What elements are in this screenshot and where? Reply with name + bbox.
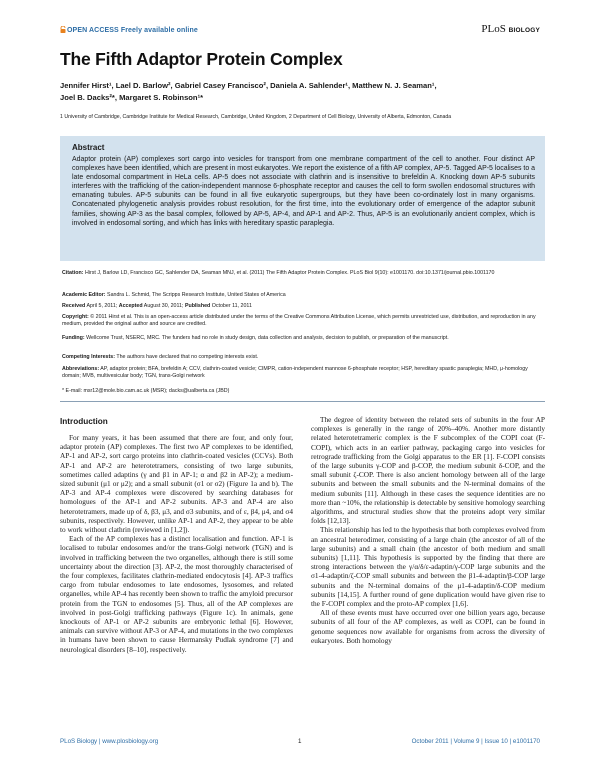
funding — [62, 335, 542, 342]
introduction-heading: Introduction — [60, 417, 108, 426]
accepted-label: Accepted — [118, 303, 143, 309]
published-date: October 11, 2011 — [211, 303, 252, 309]
open-access-lock-icon — [60, 26, 66, 33]
intro-paragraph-4: This relationship has led to the hypothesis that both complexes evolved from an ancestral heterodimer, consisting of a large chain (the ancestor of all of the large subunits) and a small chain (the ancestor of both medium and small subunits) [1,11]. This hypothesis is supported by the finding that there are strong interactions between the γ/α/δ/ε-adaptin/γ-COP large subunits and the σ1-4-adaptin/ζ-COP small subunits and between the β1-4-adaptin/β-COP large subunits and the N-terminal domains of the μ1-4-adaptin/δ-COP medium subunits [14,15]. A further round of gene duplication would have given rise to the F-COPI complex and the proto-AP complex [1,6]. — [311, 525, 545, 609]
copyright-text: © 2011 Hirst et al. This is an open-access article distributed under the terms of the Creative Commons Attribution License, which permits unrestricted use, distribution, and reproduction in any medium, provided the original author and source are credited. — [62, 314, 536, 328]
competing-interests — [62, 354, 542, 361]
competing-text: The authors have declared that no competing interests exist. — [116, 354, 259, 360]
citation — [62, 270, 542, 277]
abbreviations — [62, 366, 542, 380]
intro-paragraph-3: The degree of identity between the related sets of subunits in the four AP complexes is generally in the range of 20%–40%. Another more distantly related heterotetrameric complex is the F subcomplex of the COPI coat (F-COPI), which acts in an earlier pathway, packaging cargo into vesicles for retrograde trafficking from the Golgi apparatus to the ER [1]. F-COPI consists of the large subunits γ-COP and β-COP, the medium subunit δ-COP, and the small subunit ζ-COP. There is also ancient homology between all of the large subunits and between the small subunits and the N-terminal domains of the medium subunits [11]. Although in these cases the sequence identities are no more than ~10%, the relationship is detectable by sensitive homology searching algorithms, and structural studies show that the proteins adopt very similar folds [12,13]. — [311, 415, 545, 526]
abbrev-text: AP, adaptor protein; BFA, brefeldin A; CCV, clathrin-coated vesicle; CIMPR, cation-independent mannose 6-phosphate receptor; HSP, hereditary spastic paraplegia; MHD, μ-homology domain; MVB, multivesicular body; TGN, trans-Golgi network — [62, 366, 528, 380]
funding-text: Wellcome Trust, NSERC, MRC. The funders had no role in study design, data collection and analysis, decision to publish, or preparation of the manuscript. — [86, 335, 449, 341]
open-access-text: OPEN ACCESS Freely available online — [67, 27, 198, 34]
citation-label: Citation: — [62, 270, 84, 276]
dates — [62, 303, 542, 310]
editor-label: Academic Editor: — [62, 292, 106, 298]
affiliations: 1 University of Cambridge, Cambridge Institute for Medical Research, Cambridge, United Kingdom, 2 Department of Cell Biology, University of Alberta, Edmonton, Canada — [60, 114, 452, 120]
published-label: Published — [184, 303, 211, 309]
competing-label: Competing Interests: — [62, 354, 115, 360]
authors-line-1: Jennifer Hirst¹, Lael D. Barlow², Gabriel Casey Francisco², Daniela A. Sahlender¹, Matthew N. J. Seaman¹, — [60, 81, 437, 90]
received-date: April 5, 2011; — [86, 303, 118, 309]
editor-text: Sandra L. Schmid, The Scripps Research Institute, United States of America — [107, 292, 286, 298]
journal-header — [60, 23, 540, 40]
author-list — [60, 80, 545, 103]
footer-page-number: 1 — [298, 738, 302, 745]
accepted-date: August 30, 2011; — [143, 303, 184, 309]
academic-editor — [62, 292, 542, 299]
page-footer — [60, 738, 540, 748]
left-column — [60, 433, 293, 654]
right-column — [311, 415, 545, 645]
intro-paragraph-2: Each of the AP complexes has a distinct localisation and function. AP-1 is localised to tubular endosomes and/or the trans-Golgi network (TGN) and is involved in trafficking between the two organelles, although there is still some uncertainty about the direction [3]. AP-2, the most thoroughly characterised of the four complexes, facilitates clathrin-mediated endocytosis [4]. AP-3 traffics cargo from tubular endosomes to late endosomes, lysosomes, and related organelles, while AP-4 has recently been shown to traffic the amyloid precursor protein from the TGN to endosomes [5]. Thus, all of the AP complexes are involved in post-Golgi trafficking pathways (Figure 1c). In animals, gene knockouts of AP-1 or AP-2 subunits are embryonic lethal [6]. However, animals can survive without AP-3 or AP-4, and mutations in the two complexes in humans have been shown to cause Hermansky Pudlak syndrome [7] and neurological disorders [8–10], respectively. — [60, 534, 293, 654]
email[interactable]: * E-mail: msr12@mole.bio.cam.ac.uk (MSR); dacks@ualberta.ca (JBD) — [62, 388, 230, 394]
footer-journal[interactable]: PLoS Biology | www.plosbiology.org — [60, 738, 159, 745]
abstract-heading: Abstract — [72, 143, 105, 152]
abstract-text: Adaptor protein (AP) complexes sort cargo into vesicles for transport from one membrane compartment of the cell to another. Four distinct AP complexes have been identified, which are present in most eukaryotes. We report the existence of a fifth AP complex, AP-5. Tagged AP-5 localises to a late endosomal compartment in HeLa cells. AP-5 does not associate with clathrin and is insensitive to brefeldin A. Knocking down AP-5 subunits interferes with the trafficking of the cation-independent mannose 6-phosphate receptor and causes the cell to form swollen endosomal structures with emanating tubules. AP-5 subunits can be found in all five eukaryotic supergroups, but they have been co-ordinately lost in many organisms. Concatenated phylogenetic analysis provides robust resolution, for the first time, into the evolutionary order of emergence of the adaptor subunit families, showing AP-3 as the basal complex, followed by AP-5, AP-4, and AP-1 and AP-2. Thus, AP-5 is an evolutionarily ancient complex, which is involved in endosomal sorting, and which has links with hereditary spastic paraplegia. — [72, 156, 535, 227]
copyright-label: Copyright: — [62, 314, 89, 320]
journal-logo-main: PLoS — [481, 23, 506, 35]
journal-logo — [481, 23, 540, 35]
metadata-divider — [60, 401, 545, 402]
intro-paragraph-5: All of these events must have occurred over one billion years ago, because subunits of all four of the AP complexes, as well as COPI, can be found in genome sequences now available for organisms from across the diversity of eukaryotes. Both homology — [311, 608, 545, 645]
article-title: The Fifth Adaptor Protein Complex — [60, 49, 343, 69]
authors-line-2: Joel B. Dacks²*, Margaret S. Robinson¹* — [60, 92, 204, 102]
abbrev-label: Abbreviations: — [62, 366, 100, 372]
citation-text: Hirst J, Barlow LD, Francisco GC, Sahlender DA, Seaman MNJ, et al. (2011) The Fifth Adaptor Protein Complex. PLoS Biol 9(10): e1001170. doi:10.1371/journal.pbio.1001170 — [84, 270, 495, 276]
received-label: Received — [62, 303, 86, 309]
funding-label: Funding: — [62, 335, 85, 341]
intro-paragraph-1: For many years, it has been assumed that there are four, and only four, adaptor protein (AP) complexes. The first two AP complexes to be identified, AP-1 and AP-2, sort cargo proteins into clathrin-coated vesicles (CCVs). Both AP-1 and AP-2 are heterotetramers, consisting of two large subunits, sometimes called adaptins (γ and β1 in AP-1; α and β2 in AP-2); a medium-sized subunit (μ1 or μ2); and a small subunit (σ1 or σ2) (Figure 1a and b). The AP-3 and AP-4 complexes were discovered by searching databases for homologues of the AP-1 and AP-2 subunits. AP-3 and AP-4 are also heterotetramers, made up of δ, β3, μ3, and σ3 subunits, and of ε, β4, μ4, and σ4 subunits, respectively. However, unlike AP-1 and AP-2, they appear to be able to work without clathrin (reviewed in [1,2]). — [60, 433, 293, 535]
open-access-banner[interactable] — [60, 26, 198, 34]
copyright — [62, 314, 542, 328]
footer-issue: October 2011 | Volume 9 | Issue 10 | e1001170 — [411, 738, 540, 745]
journal-logo-sub: BIOLOGY — [508, 27, 540, 34]
